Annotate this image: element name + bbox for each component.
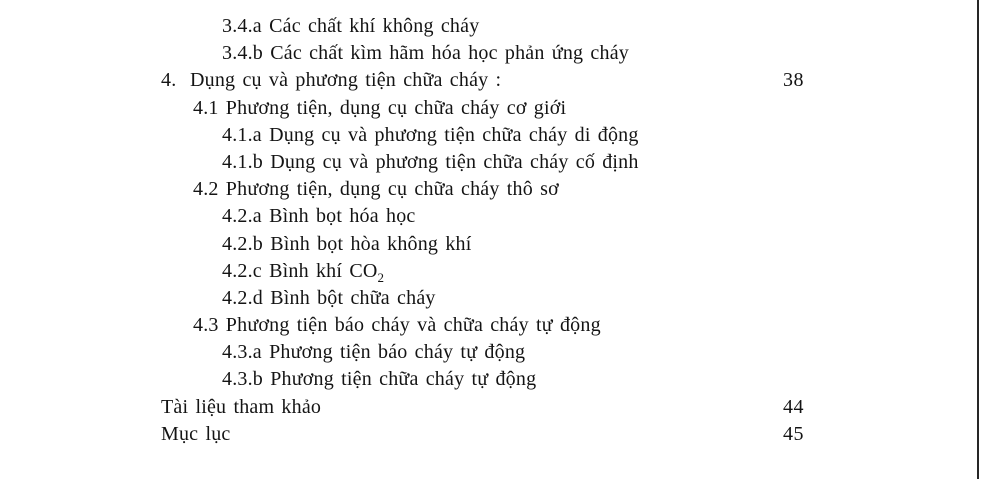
table-of-contents <box>0 13 960 448</box>
toc-page-number: 44 <box>783 395 804 418</box>
toc-entry-number: 4. <box>161 69 177 92</box>
toc-entry <box>0 13 960 40</box>
toc-entry <box>0 149 960 176</box>
toc-entry <box>0 122 960 149</box>
toc-entry-label: 4.2.b Bình bọt hòa không khí <box>222 232 472 255</box>
toc-entry-label: 4.2.d Bình bột chữa cháy <box>222 286 436 309</box>
toc-entry-label: Mục lục <box>161 422 231 445</box>
toc-page-number: 45 <box>783 422 804 445</box>
toc-entry <box>0 67 960 94</box>
toc-entry-label: 4.3.b Phương tiện chữa cháy tự động <box>222 368 537 391</box>
toc-entry-label: 4.2.a Bình bọt hóa học <box>222 205 416 228</box>
toc-entry <box>0 95 960 122</box>
toc-entry-label: 4.2 Phương tiện, dụng cụ chữa cháy thô sơ <box>193 178 559 201</box>
toc-entry-label: 3.4.b Các chất kìm hãm hóa học phản ứng cháy <box>222 42 629 65</box>
toc-entry-label: 4.3.a Phương tiện báo cháy tự động <box>222 341 526 364</box>
toc-entry-label: 4.1 Phương tiện, dụng cụ chữa cháy cơ giới <box>193 96 567 119</box>
toc-entry <box>0 231 960 258</box>
toc-entry-label: 4.1.b Dụng cụ và phương tiện chữa cháy cố định <box>222 150 639 173</box>
toc-entry-label: Dụng cụ và phương tiện chữa cháy : <box>190 69 502 92</box>
toc-entry-label-subscript: 2 <box>377 269 385 285</box>
toc-entry-label: 3.4.a Các chất khí không cháy <box>222 15 480 37</box>
toc-entry <box>0 421 960 448</box>
toc-entry <box>0 312 960 339</box>
toc-entry <box>0 203 960 230</box>
toc-entry-label: Tài liệu tham khảo <box>161 395 322 418</box>
toc-entry-label: 4.1.a Dụng cụ và phương tiện chữa cháy di động <box>222 123 639 146</box>
toc-entry-label: 4.3 Phương tiện báo cháy và chữa cháy tự động <box>193 314 601 337</box>
page-right-border-rule <box>977 0 979 479</box>
toc-entry <box>0 366 960 393</box>
toc-entry <box>0 285 960 312</box>
toc-entry <box>0 339 960 366</box>
toc-entry-label: 4.2.c Bình khí CO <box>222 259 378 282</box>
toc-entry <box>0 176 960 203</box>
toc-page-number: 38 <box>783 69 804 92</box>
toc-entry <box>0 40 960 67</box>
toc-entry <box>0 394 960 421</box>
toc-entry <box>0 258 960 285</box>
